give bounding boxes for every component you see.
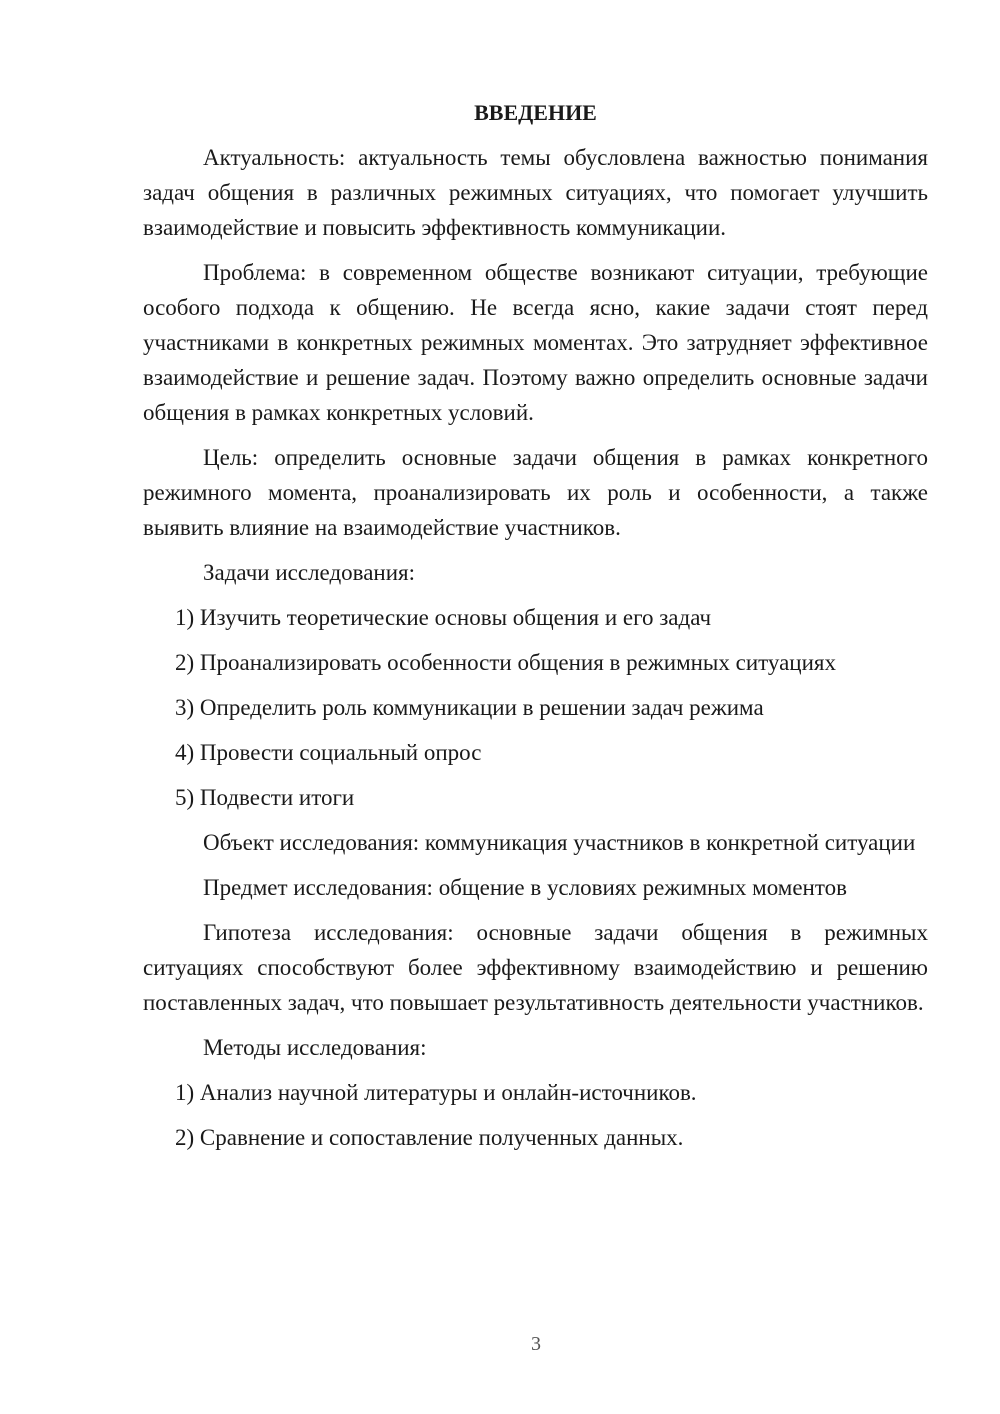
object-paragraph: Объект исследования: коммуникация участников в конкретной ситуации <box>203 830 916 855</box>
hypothesis-paragraph: Гипотеза исследования: основные задачи общения в режимных ситуациях способствуют более эффективному взаимодействию и решению поставленных задач, что повышает результативность деятельности участников. <box>143 920 928 1015</box>
list-item: 1) Анализ научной литературы и онлайн-источников. <box>175 1080 697 1105</box>
relevance-paragraph: Актуальность: актуальность темы обусловлена важностью понимания задач общения в различных режимных ситуациях, что помогает улучшить взаимодействие и повысить эффективность коммуникации. <box>143 145 928 240</box>
problem-paragraph: Проблема: в современном обществе возникают ситуации, требующие особого подхода к общению. Не всегда ясно, какие задачи стоят перед участниками в конкретных режимных моментах. Это затрудняет эффективное взаимодействие и решение задач. Поэтому важно определить основные задачи общения в рамках конкретных условий. <box>143 260 928 425</box>
methods-heading: Методы исследования: <box>203 1035 427 1060</box>
tasks-heading: Задачи исследования: <box>203 560 416 585</box>
list-item: 4) Провести социальный опрос <box>175 740 482 765</box>
list-item: 1) Изучить теоретические основы общения и его задач <box>175 605 712 630</box>
page-content <box>143 95 928 1165</box>
subject-paragraph: Предмет исследования: общение в условиях режимных моментов <box>203 875 847 900</box>
list-item: 3) Определить роль коммуникации в решении задач режима <box>175 695 764 720</box>
list-item: 2) Сравнение и сопоставление полученных данных. <box>175 1125 684 1150</box>
list-item: 5) Подвести итоги <box>175 785 355 810</box>
goal-paragraph: Цель: определить основные задачи общения в рамках конкретного режимного момента, проанализировать их роль и особенности, а также выявить влияние на взаимодействие участников. <box>143 445 928 540</box>
page-number: 3 <box>531 1333 541 1355</box>
list-item: 2) Проанализировать особенности общения в режимных ситуациях <box>175 650 837 675</box>
section-title: ВВЕДЕНИЕ <box>474 100 597 125</box>
